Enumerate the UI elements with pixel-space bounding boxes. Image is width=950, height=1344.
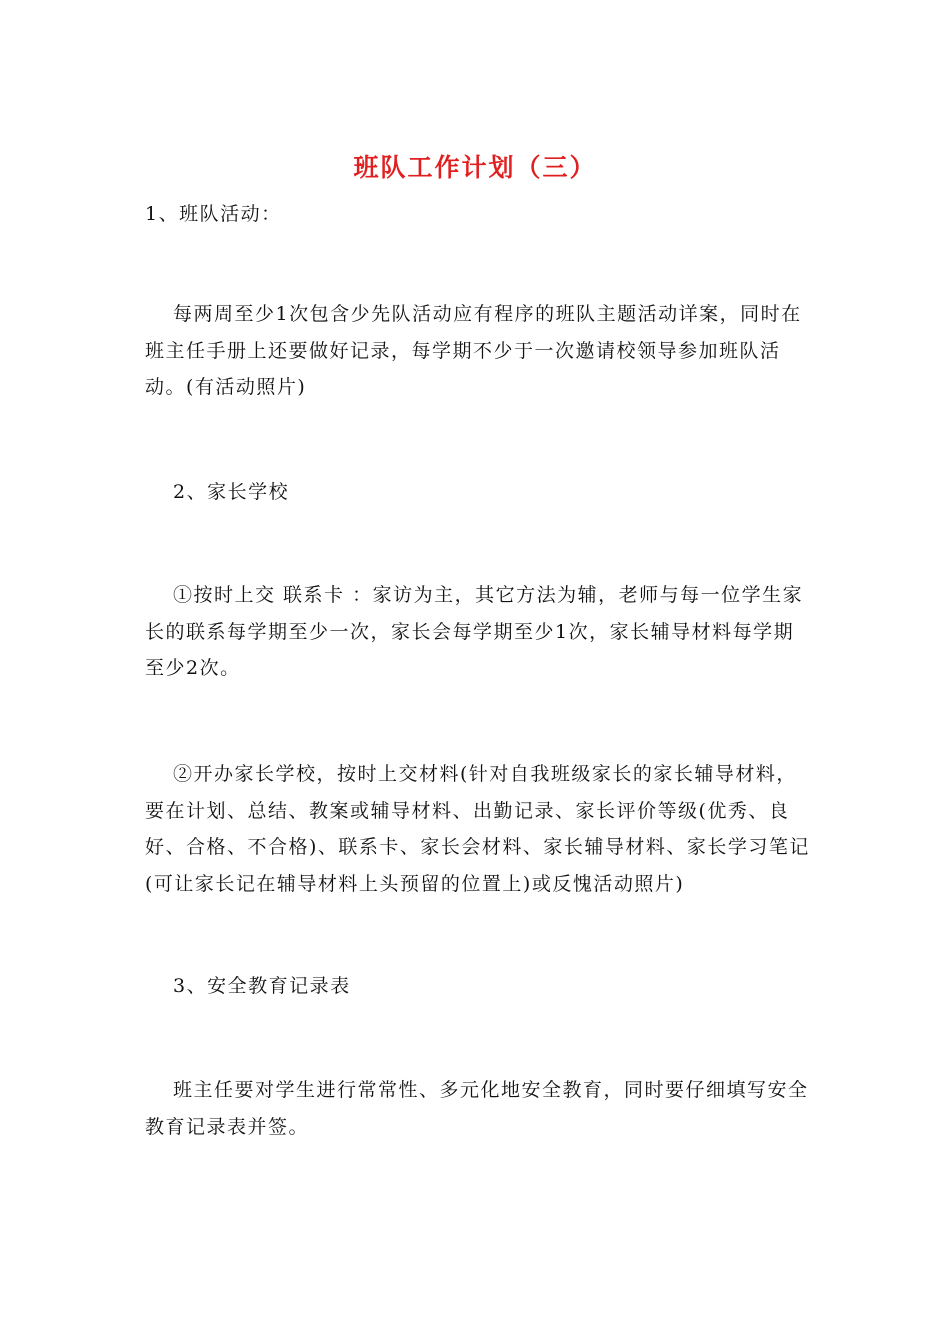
section-heading-2: 2、家长学校 <box>173 481 290 503</box>
section-paragraph-1: 每两周至少1次包含少先队活动应有程序的班队主题活动详案，同时在班主任手册上还要做好记录，每学期不少于一次邀请校领导参加班队活动。(有活动照片) <box>145 303 802 398</box>
section-heading-3: 3、安全教育记录表 <box>173 975 351 997</box>
section-paragraph-4: 班主任要对学生进行常常性、多元化地安全教育，同时要仔细填写安全教育记录表并签。 <box>145 1079 809 1138</box>
section-paragraph-3: ②开办家长学校，按时上交材料(针对自我班级家长的家长辅导材料，要在计划、总结、教案或辅导材料、出勤记录、家长评价等级(优秀、良好、合格、不合格)、联系卡、家长会材料、家长辅导材料、家长学习笔记(可让家长记在辅导材料上头预留的位置上)或反愧活动照片) <box>145 763 810 895</box>
section-heading-1: 1、班队活动： <box>145 203 282 225</box>
section-paragraph-2: ①按时上交 联系卡 ：家访为主，其它方法为辅，老师与每一位学生家长的联系每学期至少一次，家长会每学期至少1次，家长辅导材料每学期至少2次。 <box>145 584 804 679</box>
page-title: 班队工作计划（三） <box>353 153 597 182</box>
